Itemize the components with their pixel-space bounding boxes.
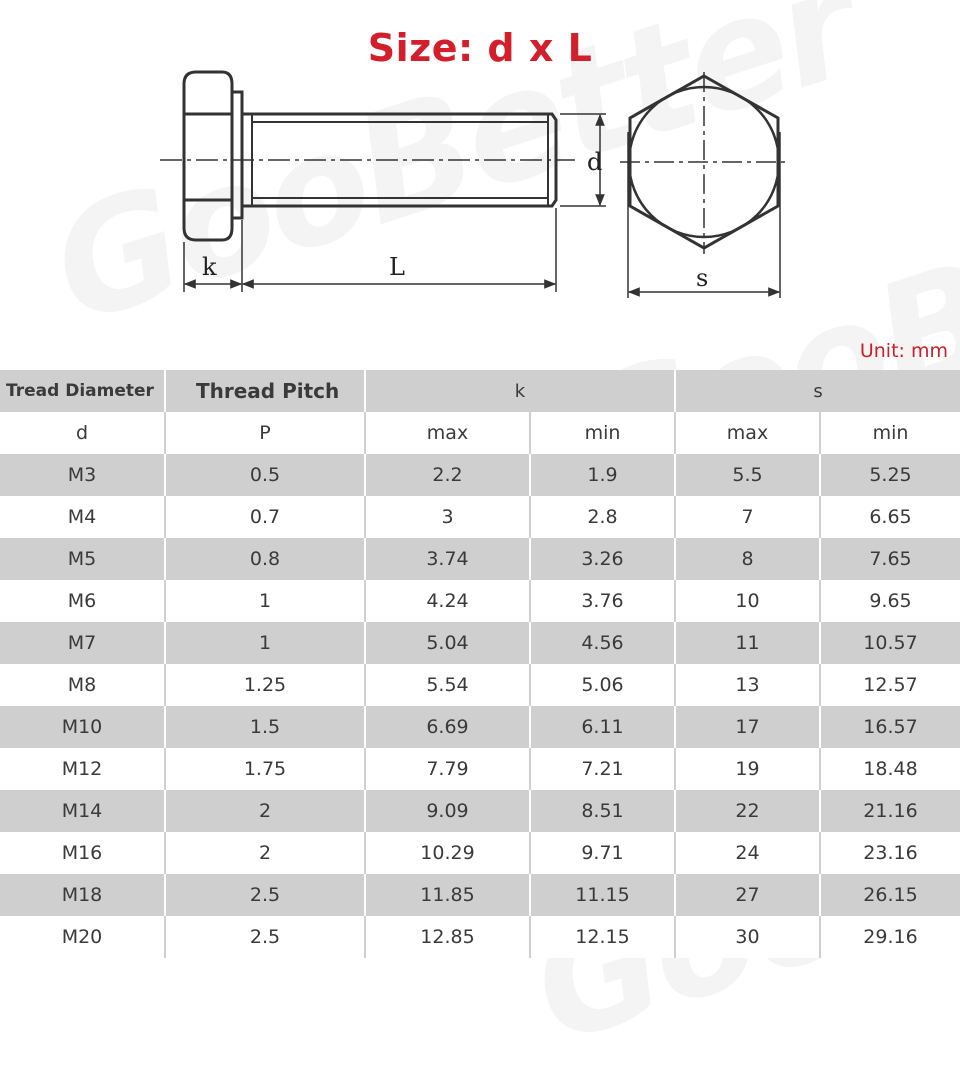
cell-d: M10 (0, 706, 165, 748)
cell-p: 0.8 (165, 538, 365, 580)
cell-k-min: 1.9 (530, 454, 675, 496)
cell-p: 0.7 (165, 496, 365, 538)
cell-p: 2 (165, 832, 365, 874)
cell-p: 1.75 (165, 748, 365, 790)
page-title: Size: d x L (367, 26, 593, 70)
cell-s-min: 18.48 (820, 748, 960, 790)
cell-s-min: 10.57 (820, 622, 960, 664)
cell-d: M18 (0, 874, 165, 916)
table-row (0, 916, 960, 958)
table-row (0, 580, 960, 622)
label-L: L (389, 253, 405, 281)
cell-k-min: 3.26 (530, 538, 675, 580)
cell-d: M16 (0, 832, 165, 874)
cell-k-max: 11.85 (365, 874, 530, 916)
table-row (0, 790, 960, 832)
table-row (0, 832, 960, 874)
cell-p: 1.5 (165, 706, 365, 748)
cell-k-min: 4.56 (530, 622, 675, 664)
cell-k-min: 7.21 (530, 748, 675, 790)
table-row (0, 454, 960, 496)
cell-k-max: 5.54 (365, 664, 530, 706)
spec-table (0, 370, 960, 958)
cell-d: M14 (0, 790, 165, 832)
cell-k-min: 8.51 (530, 790, 675, 832)
cell-k-max: 6.69 (365, 706, 530, 748)
cell-k-max: 5.04 (365, 622, 530, 664)
cell-s-max: 24 (675, 832, 820, 874)
header-s: s (675, 370, 960, 412)
header-d: d (0, 412, 165, 454)
bolt-head-outline (184, 72, 232, 240)
cell-k-min: 9.71 (530, 832, 675, 874)
cell-s-min: 6.65 (820, 496, 960, 538)
table-row (0, 706, 960, 748)
cell-k-min: 6.11 (530, 706, 675, 748)
cell-d: M4 (0, 496, 165, 538)
cell-d: M12 (0, 748, 165, 790)
cell-k-max: 2.2 (365, 454, 530, 496)
header-s-max: max (675, 412, 820, 454)
cell-s-min: 26.15 (820, 874, 960, 916)
cell-s-min: 5.25 (820, 454, 960, 496)
cell-k-min: 12.15 (530, 916, 675, 958)
unit-label: Unit: mm (859, 340, 948, 362)
cell-s-min: 21.16 (820, 790, 960, 832)
table-row (0, 622, 960, 664)
cell-k-min: 2.8 (530, 496, 675, 538)
table-row (0, 664, 960, 706)
cell-p: 2.5 (165, 916, 365, 958)
cell-s-min: 9.65 (820, 580, 960, 622)
table-row (0, 748, 960, 790)
label-d: d (587, 148, 603, 176)
cell-s-max: 30 (675, 916, 820, 958)
cell-d: M6 (0, 580, 165, 622)
header-k-max: max (365, 412, 530, 454)
cell-k-max: 12.85 (365, 916, 530, 958)
label-s: s (696, 264, 709, 292)
cell-s-min: 7.65 (820, 538, 960, 580)
cell-p: 0.5 (165, 454, 365, 496)
cell-s-min: 29.16 (820, 916, 960, 958)
cell-s-max: 19 (675, 748, 820, 790)
cell-s-min: 16.57 (820, 706, 960, 748)
cell-s-max: 5.5 (675, 454, 820, 496)
bolt-diagram (0, 60, 960, 310)
cell-p: 1 (165, 622, 365, 664)
cell-p: 2 (165, 790, 365, 832)
cell-s-max: 17 (675, 706, 820, 748)
cell-k-max: 4.24 (365, 580, 530, 622)
cell-s-max: 10 (675, 580, 820, 622)
header-row-2 (0, 412, 960, 454)
table-row (0, 496, 960, 538)
table-row (0, 538, 960, 580)
cell-s-max: 11 (675, 622, 820, 664)
cell-d: M20 (0, 916, 165, 958)
cell-s-max: 7 (675, 496, 820, 538)
cell-k-min: 5.06 (530, 664, 675, 706)
cell-p: 1 (165, 580, 365, 622)
cell-s-max: 13 (675, 664, 820, 706)
cell-d: M7 (0, 622, 165, 664)
cell-p: 2.5 (165, 874, 365, 916)
header-k: k (365, 370, 675, 412)
cell-d: M5 (0, 538, 165, 580)
cell-p: 1.25 (165, 664, 365, 706)
header-thread-pitch: Thread Pitch (165, 370, 365, 412)
cell-s-max: 22 (675, 790, 820, 832)
cell-d: M8 (0, 664, 165, 706)
cell-k-max: 10.29 (365, 832, 530, 874)
header-p: P (165, 412, 365, 454)
header-row-1 (0, 370, 960, 412)
cell-s-min: 23.16 (820, 832, 960, 874)
cell-s-min: 12.57 (820, 664, 960, 706)
cell-s-max: 8 (675, 538, 820, 580)
table-row (0, 874, 960, 916)
cell-k-max: 7.79 (365, 748, 530, 790)
cell-k-max: 3.74 (365, 538, 530, 580)
cell-k-max: 9.09 (365, 790, 530, 832)
cell-k-min: 11.15 (530, 874, 675, 916)
header-tread-diameter: Tread Diameter (0, 370, 165, 412)
cell-d: M3 (0, 454, 165, 496)
cell-s-max: 27 (675, 874, 820, 916)
header-s-min: min (820, 412, 960, 454)
label-k: k (202, 253, 217, 281)
cell-k-max: 3 (365, 496, 530, 538)
header-k-min: min (530, 412, 675, 454)
cell-k-min: 3.76 (530, 580, 675, 622)
